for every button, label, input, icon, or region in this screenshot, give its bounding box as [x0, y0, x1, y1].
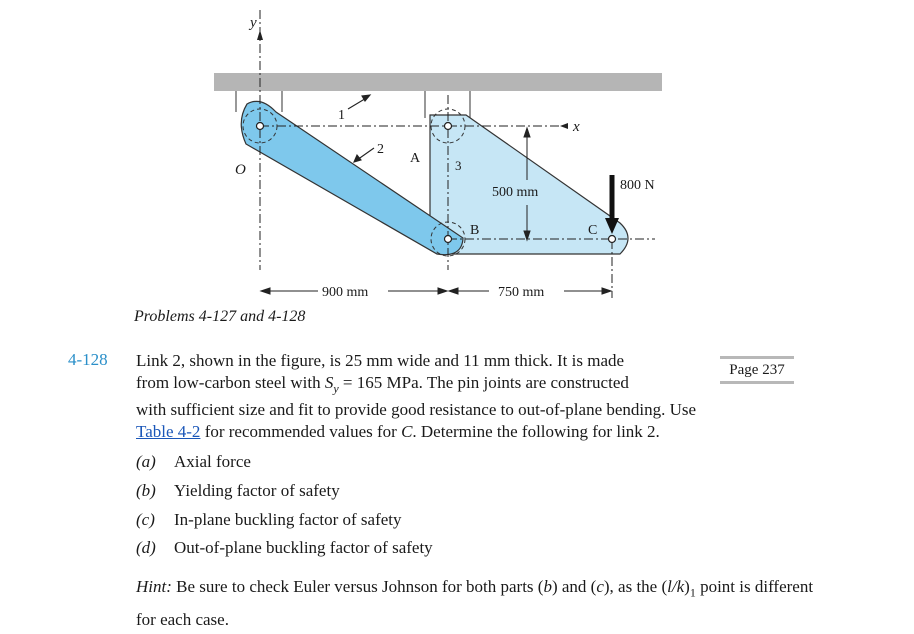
hint-label: Hint:	[136, 577, 172, 596]
problem-line-2	[136, 372, 776, 399]
yield-strength-symbol: S	[324, 373, 334, 392]
item-label: (a)	[136, 452, 156, 471]
point-c-label: C	[588, 223, 598, 238]
problem-line-2-text-b: = 165 MPa. The pin joints are constructed	[338, 373, 629, 392]
link-1-label: 1	[338, 108, 345, 123]
hint-text-d: )	[684, 577, 690, 596]
link-3-label: 3	[455, 158, 462, 173]
pin-c	[609, 236, 616, 243]
dimension-500-label: 500 mm	[492, 185, 539, 200]
problem-line-4	[136, 421, 776, 443]
page-reference: Page 237	[720, 356, 794, 384]
table-4-2-link[interactable]: Table 4-2	[136, 422, 201, 442]
mechanism-figure	[0, 0, 914, 310]
hint-part-b: b	[543, 577, 552, 596]
point-b-label: B	[470, 223, 480, 238]
yield-strength-subscript: y	[333, 381, 339, 396]
hint-text-a: Be sure to check Euler versus Johnson for both parts (	[171, 577, 544, 596]
problem-line-4-text: for recommended values for	[200, 422, 402, 442]
list-item-d	[136, 538, 433, 558]
problem-line-3: with sufficient size and fit to provide good resistance to out-of-plane bending. Use	[136, 400, 697, 420]
slenderness-symbol: l/k	[667, 577, 685, 596]
list-item-a	[136, 452, 251, 472]
problem-line-2-text: from low-carbon steel with	[136, 373, 325, 392]
x-axis-label: x	[573, 119, 580, 135]
hint-text-b: ) and (	[551, 577, 597, 596]
hint-text-c: ), as the (	[603, 577, 668, 596]
hint-paragraph	[136, 573, 816, 634]
item-text: Out-of-plane buckling factor of safety	[174, 538, 433, 557]
dimension-900-750	[261, 288, 611, 294]
link-1-leader-icon	[348, 95, 370, 109]
list-item-b	[136, 481, 340, 501]
slenderness-subscript: 1	[689, 585, 696, 600]
item-label: (d)	[136, 538, 156, 557]
item-text: Axial force	[174, 452, 251, 471]
y-axis-arrow-icon	[257, 30, 263, 40]
x-axis-arrow-icon	[560, 123, 568, 129]
point-a-label: A	[410, 151, 421, 166]
link-2-leader-icon	[354, 148, 374, 162]
constant-c-symbol: C	[401, 422, 413, 442]
hint-text-e: point is different for each case.	[136, 577, 814, 630]
problem-line-1: Link 2, shown in the figure, is 25 mm wide and 11 mm thick. It is made	[136, 351, 625, 370]
figure-caption: Problems 4-127 and 4-128	[134, 308, 306, 325]
force-label: 800 N	[620, 178, 655, 193]
item-text: In-plane buckling factor of safety	[174, 510, 402, 529]
item-label: (b)	[136, 481, 156, 500]
origin-label: O	[235, 162, 246, 178]
dimension-750-label: 750 mm	[498, 285, 545, 300]
fixed-ground	[214, 73, 662, 91]
link-2-label: 2	[377, 142, 384, 157]
list-item-c	[136, 510, 402, 530]
problem-statement	[136, 350, 776, 443]
item-text: Yielding factor of safety	[174, 481, 340, 500]
hint-part-c: c	[596, 577, 604, 596]
item-label: (c)	[136, 510, 155, 529]
dimension-900-label: 900 mm	[322, 285, 369, 300]
problem-number: 4-128	[68, 350, 108, 369]
problem-line-4-text-b: . Determine the following for link 2.	[412, 422, 660, 442]
y-axis-label: y	[250, 15, 257, 31]
